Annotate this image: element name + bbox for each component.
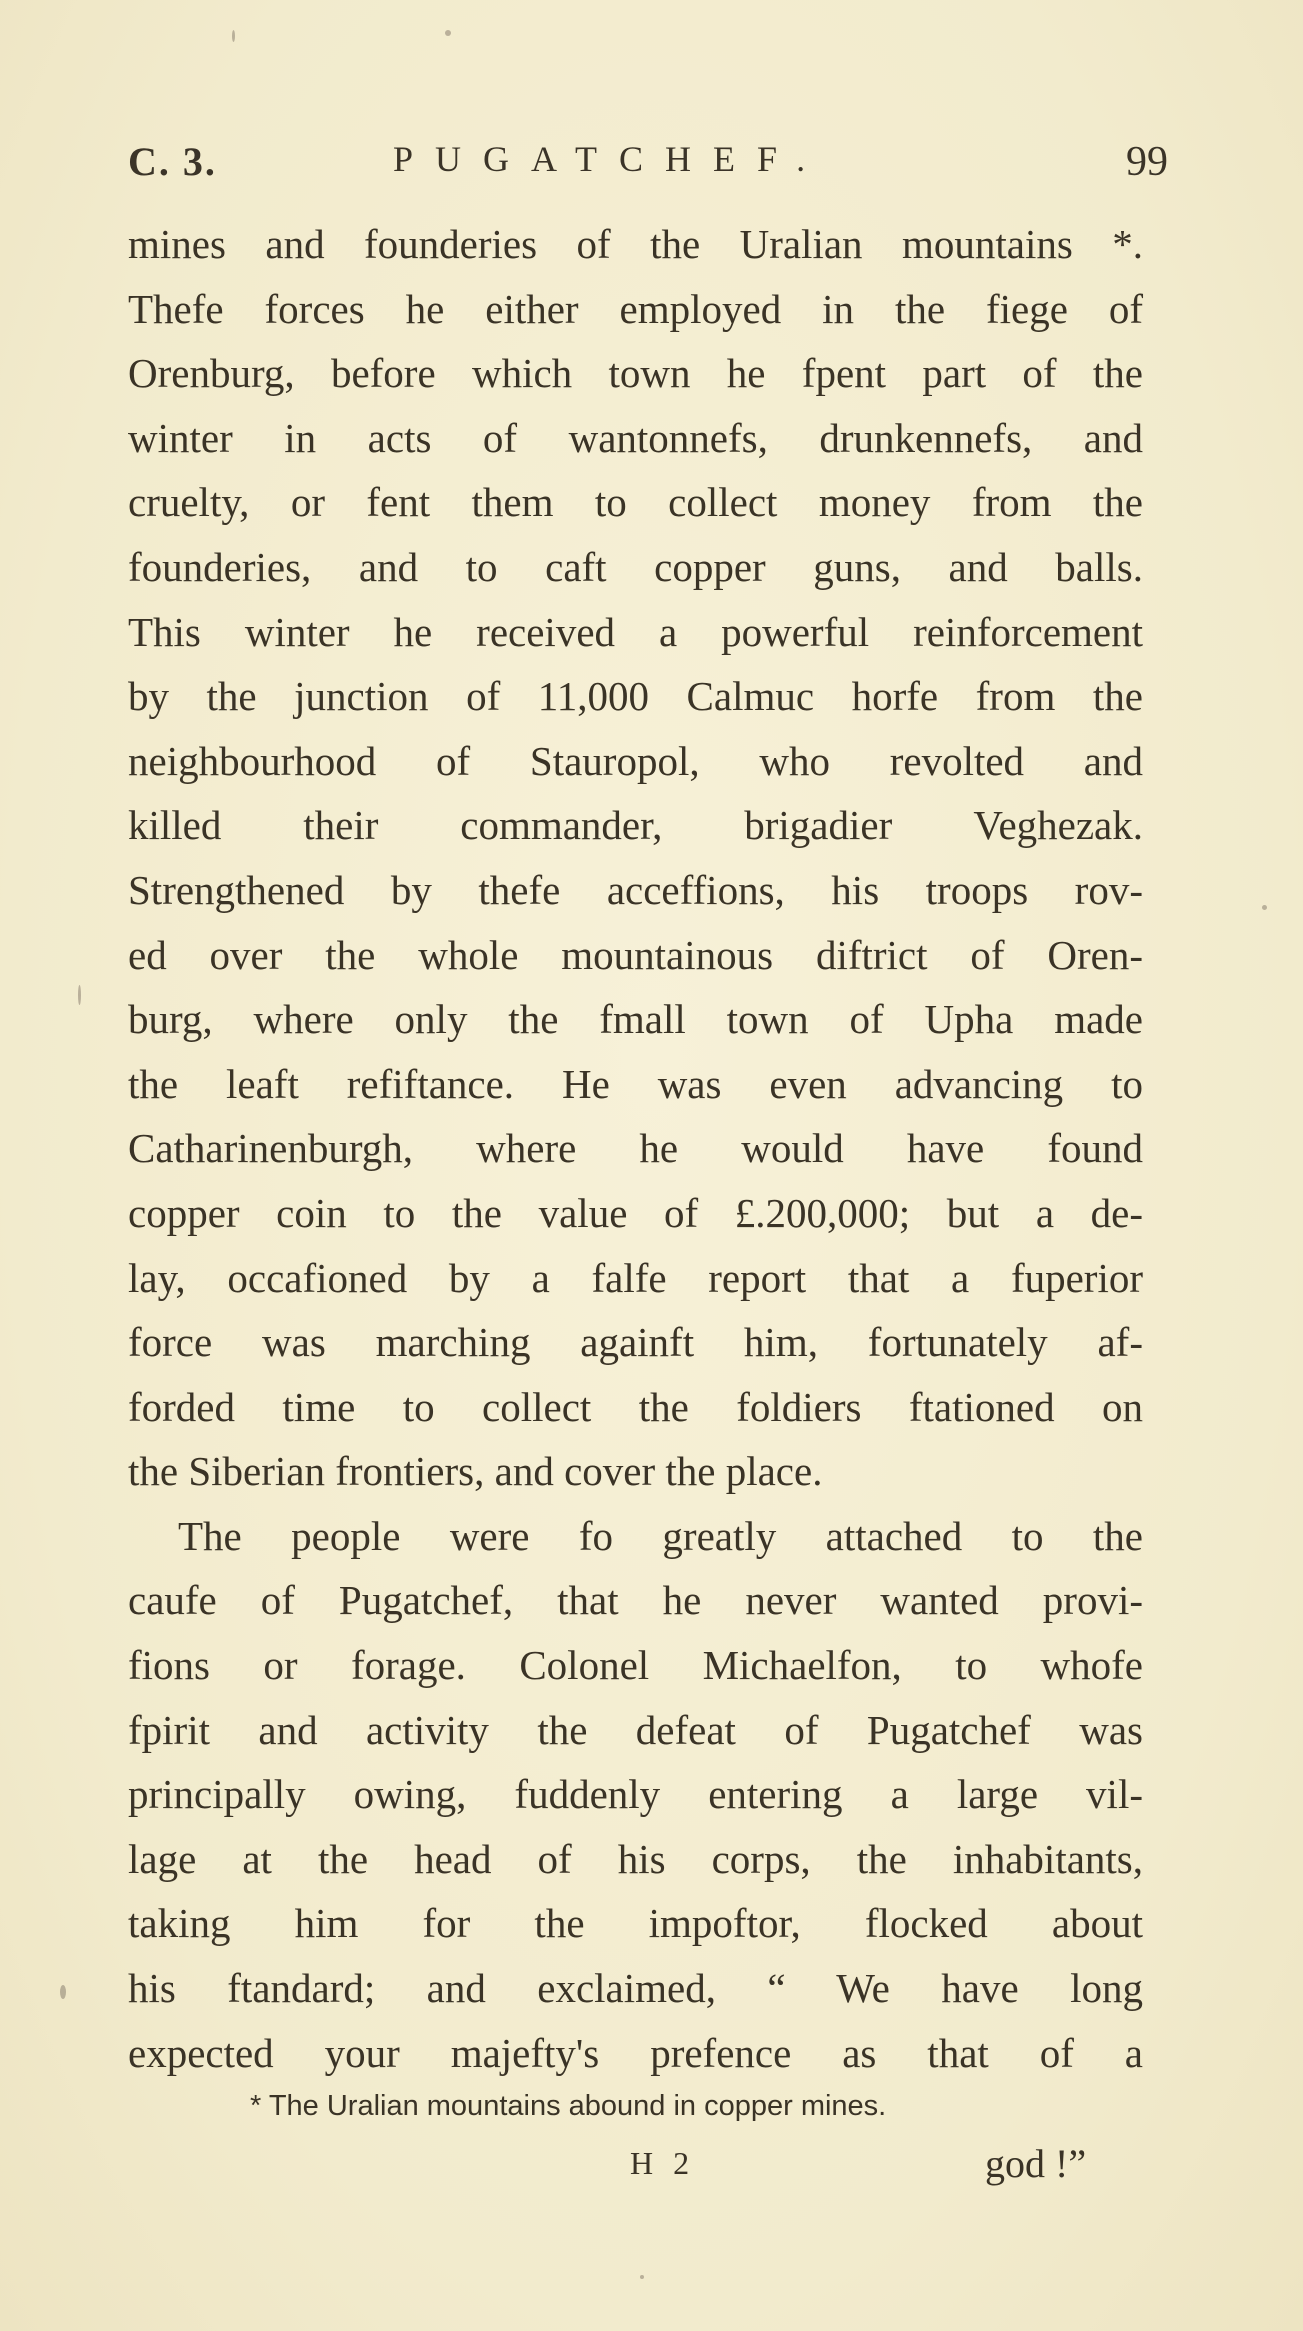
paper-speck <box>232 30 235 42</box>
text-line: burg, where only the fmall town of Upha made <box>128 996 1143 1043</box>
text-line: neighbourhood of Stauropol, who revolted and <box>128 737 1143 784</box>
text-line: forded time to collect the foldiers ftationed on <box>128 1383 1143 1430</box>
text-line: mines and founderies of the Uralian mountains *. <box>128 221 1143 267</box>
paper-speck <box>60 1985 66 1999</box>
text-line: lay, occafioned by a falfe report that a fuperior <box>128 1254 1143 1301</box>
catchword: god !” <box>985 2141 1087 2186</box>
signature-mark: H 2 <box>630 2145 696 2181</box>
running-title: PUGATCHEF. <box>393 139 828 179</box>
paper-speck <box>78 985 81 1005</box>
text-line: copper coin to the value of £.200,000; but a de- <box>128 1189 1143 1236</box>
page-number: 99 <box>1126 139 1168 185</box>
text-line: Strengthened by thefe acceffions, his troops rov- <box>128 866 1143 913</box>
paper-speck <box>640 2275 644 2279</box>
text-line: his ftandard; and exclaimed, “ We have long <box>128 1965 1143 2012</box>
text-line: force was marching againft him, fortunately af- <box>128 1319 1143 1366</box>
text-line: fions or forage. Colonel Michaelfon, to whofe <box>128 1642 1143 1689</box>
text-line: expected your majefty's prefence as that of a <box>128 2029 1143 2076</box>
text-line: ed over the whole mountainous diftrict of Oren- <box>128 931 1143 978</box>
text-line: fpirit and activity the defeat of Pugatchef was <box>128 1706 1143 1753</box>
paper-speck <box>445 30 451 36</box>
text-line: Orenburg, before which town he fpent part of the <box>128 350 1143 397</box>
body-text <box>128 212 1143 2085</box>
text-line: Catharinenburgh, where he would have found <box>128 1125 1143 1172</box>
paper-speck <box>1262 905 1267 910</box>
text-line: founderies, and to caft copper guns, and balls. <box>128 543 1143 590</box>
text-line: the leaft refiftance. He was even advancing to <box>128 1060 1143 1107</box>
text-line: taking him for the impoftor, flocked about <box>128 1900 1143 1947</box>
text-line: lage at the head of his corps, the inhabitants, <box>128 1835 1143 1882</box>
text-line: winter in acts of wantonnefs, drunkennefs, and <box>128 414 1143 461</box>
text-line: principally owing, fuddenly entering a large vil- <box>128 1771 1143 1818</box>
text-line: This winter he received a powerful reinforcement <box>128 608 1143 655</box>
footnote: * The Uralian mountains abound in copper mines. <box>250 2090 887 2122</box>
text-line: caufe of Pugatchef, that he never wanted provi- <box>128 1577 1143 1624</box>
text-line: cruelty, or fent them to collect money from the <box>128 479 1143 526</box>
text-line: the Siberian frontiers, and cover the place. <box>128 1448 823 1495</box>
text-line: by the junction of 11,000 Calmuc horfe from the <box>128 673 1143 720</box>
text-line: killed their commander, brigadier Veghezak. <box>128 802 1143 849</box>
running-head <box>128 138 1168 198</box>
text-line: The people were fo greatly attached to the <box>178 1512 1143 1559</box>
text-line: Thefe forces he either employed in the fiege of <box>128 285 1143 332</box>
chapter-marker: C. 3. <box>128 139 217 184</box>
